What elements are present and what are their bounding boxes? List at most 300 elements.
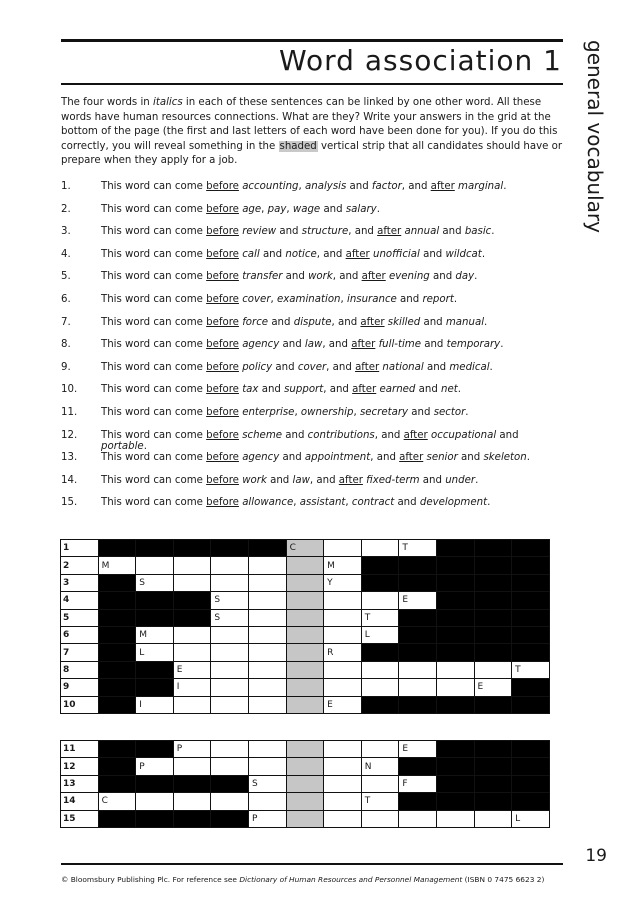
clue-word: work (308, 271, 333, 283)
grid-cell-blocked (512, 775, 550, 792)
clue-word: agency (242, 452, 280, 464)
grid-cell-blocked (173, 540, 211, 557)
grid-cell[interactable]: R (324, 644, 362, 661)
clue-word: tax (242, 384, 259, 396)
clue-word: scheme (242, 429, 283, 441)
clue-word: force (242, 316, 269, 328)
clue-word: wage (292, 203, 321, 215)
grid-cell[interactable] (211, 793, 249, 810)
clue-number: 2. (61, 203, 71, 215)
grid-cell[interactable]: Y (324, 574, 362, 591)
clue-prefix: This word can come (101, 384, 207, 396)
grid-cell-blocked (98, 741, 136, 758)
grid-cell[interactable]: L (136, 644, 174, 661)
grid-cell[interactable] (399, 661, 437, 678)
clue-text: This word can come before age, pay, wage and salary. (101, 203, 380, 215)
grid-cell-blocked (474, 775, 512, 792)
clue-text: This word can come before tax and support, and after earned and net. (101, 384, 462, 396)
grid-cell[interactable] (324, 626, 362, 643)
grid-cell-blocked (399, 609, 437, 626)
side-tab (575, 40, 635, 233)
grid-cell[interactable] (173, 758, 211, 775)
clue-word: assistant (299, 497, 346, 509)
grid-cell[interactable] (173, 626, 211, 643)
grid-cell[interactable] (248, 644, 286, 661)
grid-cell[interactable] (361, 741, 399, 758)
grid-cell[interactable] (211, 679, 249, 696)
grid-cell-blocked (98, 775, 136, 792)
clue-before-word: before (206, 429, 239, 441)
clue-item (61, 181, 563, 204)
grid-cell[interactable]: E (474, 679, 512, 696)
clue-word: secretary (359, 406, 409, 418)
grid-cell[interactable] (324, 592, 362, 609)
grid-cell-blocked (211, 540, 249, 557)
clue-prefix: This word can come (101, 316, 207, 328)
grid-cell[interactable] (436, 679, 474, 696)
footer-prefix: © Bloomsbury Publishing Plc. For reference see (61, 875, 240, 884)
clue-text: This word can come before call and notice, and after unofficial and wildcat. (101, 248, 486, 260)
intro-shaded: shaded (279, 140, 317, 152)
grid-cell[interactable]: M (136, 626, 174, 643)
grid-cell-blocked (474, 557, 512, 574)
grid-cell[interactable] (324, 810, 362, 827)
title-rule (61, 83, 563, 85)
clue-after-word: after (430, 181, 455, 192)
grid-cell[interactable]: E (399, 592, 437, 609)
grid-cell[interactable] (248, 679, 286, 696)
grid-cell[interactable]: F (399, 775, 437, 792)
clue-before-word: before (206, 293, 239, 305)
clue-after-word: after (377, 226, 402, 238)
grid-cell[interactable]: E (399, 741, 437, 758)
grid-cell-blocked (474, 644, 512, 661)
clue-prefix: This word can come (101, 226, 207, 238)
grid-cell[interactable]: T (399, 540, 437, 557)
clue-word: accounting (242, 181, 299, 192)
clue-number: 5. (61, 271, 71, 283)
grid-cell[interactable] (248, 626, 286, 643)
clue-text: This word can come before force and dispute, and after skilled and manual. (101, 316, 488, 328)
intro-text-1: The four words in (61, 97, 154, 108)
grid-cell-blocked (399, 696, 437, 713)
grid-cell[interactable] (173, 644, 211, 661)
clue-text: This word can come before transfer and work, and after evening and day. (101, 271, 478, 283)
clue-number: 10. (61, 384, 78, 396)
top-rule (61, 39, 563, 42)
clue-word: cover (297, 361, 327, 373)
grid-cell[interactable] (324, 775, 362, 792)
clue-word: dispute (293, 316, 332, 328)
grid-row (61, 758, 550, 775)
clue-word: call (242, 248, 260, 260)
clue-word: national (382, 361, 424, 373)
grid-cell[interactable] (211, 758, 249, 775)
clue-word: unofficial (373, 248, 420, 260)
footer-book-title: Dictionary of Human Resources and Personnel Management (239, 875, 463, 884)
grid-cell[interactable]: P (173, 741, 211, 758)
crossword-grid-top (60, 539, 550, 714)
clue-item (61, 362, 563, 385)
clue-item (61, 452, 563, 475)
clue-item (61, 339, 563, 362)
clue-prefix: This word can come (101, 452, 207, 464)
grid-cell[interactable]: P (136, 758, 174, 775)
grid-row (61, 793, 550, 810)
clue-prefix: This word can come (101, 406, 207, 418)
grid-cell[interactable] (248, 793, 286, 810)
clue-word: insurance (347, 293, 397, 305)
clue-prefix: This word can come (101, 181, 207, 192)
grid-cell[interactable] (136, 557, 174, 574)
clue-word: analysis (305, 181, 347, 192)
clue-after-word: after (399, 452, 424, 464)
clue-after-word: after (403, 429, 428, 441)
clue-word: contract (351, 497, 395, 509)
grid-cell-shaded[interactable] (286, 793, 324, 810)
grid-cell[interactable] (248, 609, 286, 626)
grid-cell-blocked (436, 609, 474, 626)
grid-cell-blocked (512, 679, 550, 696)
page-number: 19 (585, 846, 607, 866)
grid-cell-shaded[interactable] (286, 609, 324, 626)
grid-cell[interactable] (136, 793, 174, 810)
grid-cell[interactable]: P (248, 810, 286, 827)
grid-cell[interactable]: S (211, 609, 249, 626)
clue-word: senior (426, 452, 458, 464)
grid-cell-blocked (474, 741, 512, 758)
grid-row (61, 741, 550, 758)
grid-cell[interactable] (474, 661, 512, 678)
grid-cell[interactable] (361, 775, 399, 792)
grid-cell[interactable] (324, 540, 362, 557)
grid-cell-shaded[interactable] (286, 644, 324, 661)
grid-cell-blocked (98, 758, 136, 775)
grid-cell[interactable]: M (324, 557, 362, 574)
grid-row-number: 4 (61, 592, 99, 609)
clue-item (61, 271, 563, 294)
grid-cell[interactable] (248, 557, 286, 574)
clue-before-word: before (206, 248, 239, 260)
grid-cell[interactable] (324, 758, 362, 775)
grid-cell[interactable] (436, 810, 474, 827)
grid-cell[interactable]: L (361, 626, 399, 643)
grid-cell-blocked (436, 741, 474, 758)
clue-item (61, 317, 563, 340)
grid-cell-blocked (98, 679, 136, 696)
grid-cell[interactable] (361, 592, 399, 609)
clue-before-word: before (206, 181, 239, 192)
clue-word: factor (371, 181, 402, 192)
grid-cell[interactable] (211, 644, 249, 661)
grid-cell-blocked (474, 696, 512, 713)
page-title: Word association 1 (278, 44, 562, 77)
grid-cell[interactable] (399, 810, 437, 827)
grid-cell[interactable] (211, 626, 249, 643)
clue-word: review (242, 226, 277, 238)
clue-item (61, 497, 563, 520)
grid-cell[interactable] (248, 741, 286, 758)
grid-cell[interactable] (399, 679, 437, 696)
clue-number: 11. (61, 406, 78, 418)
clue-word: evening (388, 271, 430, 283)
grid-cell-blocked (98, 696, 136, 713)
grid-cell-blocked (512, 557, 550, 574)
grid-cell[interactable] (474, 810, 512, 827)
grid-row-number: 5 (61, 609, 99, 626)
clue-word: enterprise (242, 406, 295, 418)
clue-prefix: This word can come (101, 271, 207, 283)
grid-row-number: 10 (61, 696, 99, 713)
grid-cell[interactable]: E (324, 696, 362, 713)
clue-word: contributions (307, 429, 375, 441)
grid-row-number: 12 (61, 758, 99, 775)
grid-cell-blocked (512, 758, 550, 775)
footer-suffix: (ISBN 0 7475 6623 2) (462, 875, 545, 884)
grid-cell[interactable]: N (361, 758, 399, 775)
clue-word: pay (267, 203, 287, 215)
clue-number: 13. (61, 452, 78, 464)
grid-cell-blocked (136, 679, 174, 696)
clue-word: day (455, 271, 475, 283)
clue-text: This word can come before allowance, assistant, contract and development. (101, 497, 491, 509)
grid-cell-blocked (136, 661, 174, 678)
grid-cell-blocked (512, 793, 550, 810)
clue-word: occupational (430, 429, 497, 441)
grid-cell-blocked (474, 626, 512, 643)
grid-cell[interactable] (361, 679, 399, 696)
clue-number: 15. (61, 497, 78, 509)
clue-word: agency (242, 339, 280, 351)
grid-cell-blocked (136, 592, 174, 609)
bottom-rule (61, 863, 563, 865)
grid-cell-blocked (474, 574, 512, 591)
clue-word: law (304, 339, 323, 351)
grid-cell-blocked (98, 810, 136, 827)
grid-cell-blocked (512, 696, 550, 713)
grid-row (61, 679, 550, 696)
grid-cell-blocked (248, 540, 286, 557)
grid-cell-blocked (436, 758, 474, 775)
grid-cell-blocked (173, 775, 211, 792)
grid-cell[interactable] (173, 557, 211, 574)
clue-prefix: This word can come (101, 497, 207, 509)
intro-italics: italics (153, 97, 183, 108)
clue-prefix: This word can come (101, 429, 207, 441)
grid-cell[interactable]: M (98, 557, 136, 574)
clue-list (61, 181, 563, 520)
grid-cell-blocked (512, 644, 550, 661)
grid-cell[interactable] (248, 696, 286, 713)
clue-word: cover (242, 293, 271, 305)
clue-number: 8. (61, 339, 71, 351)
grid-row (61, 644, 550, 661)
clue-prefix: This word can come (101, 474, 207, 486)
grid-cell[interactable]: S (136, 574, 174, 591)
grid-cell-shaded[interactable]: C (286, 540, 324, 557)
grid-cell[interactable] (324, 609, 362, 626)
grid-cell[interactable] (211, 574, 249, 591)
grid-cell-shaded[interactable] (286, 679, 324, 696)
grid-cell-blocked (98, 661, 136, 678)
grid-cell-blocked (98, 540, 136, 557)
clue-word: temporary (446, 339, 501, 351)
grid-cell[interactable]: C (98, 793, 136, 810)
grid-cell[interactable] (211, 557, 249, 574)
grid-cell[interactable] (211, 696, 249, 713)
clue-word: law (292, 474, 310, 486)
grid-cell[interactable] (436, 661, 474, 678)
grid-cell[interactable] (248, 661, 286, 678)
clue-text: This word can come before agency and law, and after full-time and temporary. (101, 339, 504, 351)
clue-item (61, 226, 563, 249)
grid-cell[interactable]: E (173, 661, 211, 678)
clue-item (61, 384, 563, 407)
grid-cell[interactable]: S (211, 592, 249, 609)
grid-cell[interactable] (324, 661, 362, 678)
clue-word: policy (242, 361, 273, 373)
copyright-footer (61, 875, 544, 884)
grid-row-number: 7 (61, 644, 99, 661)
grid-cell-shaded[interactable] (286, 741, 324, 758)
grid-cell[interactable] (173, 696, 211, 713)
grid-cell-blocked (436, 592, 474, 609)
grid-cell-shaded[interactable] (286, 661, 324, 678)
clue-word: examination (277, 293, 341, 305)
clue-word: appointment (304, 452, 371, 464)
grid-cell-blocked (512, 540, 550, 557)
grid-cell-shaded[interactable] (286, 758, 324, 775)
grid-cell[interactable] (173, 793, 211, 810)
grid-cell[interactable] (361, 540, 399, 557)
clue-prefix: This word can come (101, 203, 207, 215)
grid-cell-blocked (474, 609, 512, 626)
clue-word: ownership (300, 406, 354, 418)
clue-before-word: before (206, 339, 239, 351)
clue-after-word: after (355, 361, 380, 373)
clue-before-word: before (206, 384, 239, 396)
grid-cell-blocked (98, 574, 136, 591)
grid-cell[interactable] (211, 741, 249, 758)
grid-cell-shaded[interactable] (286, 810, 324, 827)
grid-cell[interactable]: T (361, 609, 399, 626)
grid-cell-shaded[interactable] (286, 775, 324, 792)
grid-cell[interactable] (361, 661, 399, 678)
clue-word: under (445, 474, 476, 486)
clue-item (61, 475, 563, 498)
grid-cell[interactable]: L (512, 810, 550, 827)
clue-number: 4. (61, 248, 71, 260)
grid-cell-blocked (98, 644, 136, 661)
grid-cell-blocked (211, 810, 249, 827)
grid-cell[interactable]: I (173, 679, 211, 696)
clue-number: 6. (61, 293, 71, 305)
grid-cell-shaded[interactable] (286, 557, 324, 574)
grid-row (61, 609, 550, 626)
grid-cell[interactable] (248, 758, 286, 775)
grid-cell[interactable] (324, 741, 362, 758)
clue-word: development (419, 497, 488, 509)
grid-cell-blocked (361, 644, 399, 661)
grid-cell[interactable] (248, 592, 286, 609)
clue-word: earned (379, 384, 416, 396)
intro-text-3: vertical strip that all candidates should have or prepare when they apply for a job. (61, 140, 563, 166)
grid-cell-shaded[interactable] (286, 696, 324, 713)
grid-cell-blocked (136, 775, 174, 792)
grid-cell[interactable] (173, 574, 211, 591)
clue-word: salary (345, 203, 377, 215)
clue-word: skeleton (483, 452, 527, 464)
clue-after-word: after (351, 339, 376, 351)
instructions (61, 96, 563, 169)
clue-word: manual (445, 316, 485, 328)
grid-cell-blocked (399, 574, 437, 591)
grid-cell-blocked (436, 540, 474, 557)
grid-cell-shaded[interactable] (286, 574, 324, 591)
grid-cell[interactable] (324, 679, 362, 696)
clue-word: full-time (378, 339, 421, 351)
grid-cell[interactable] (324, 793, 362, 810)
clue-before-word: before (206, 271, 239, 283)
clue-before-word: before (206, 452, 239, 464)
grid-cell-blocked (436, 644, 474, 661)
grid-row (61, 540, 550, 557)
grid-row (61, 696, 550, 713)
clue-number: 3. (61, 226, 71, 238)
clue-item (61, 249, 563, 272)
clue-word: report (422, 293, 454, 305)
clue-word: structure (301, 226, 349, 238)
grid-cell[interactable] (211, 661, 249, 678)
grid-cell[interactable]: T (512, 661, 550, 678)
grid-row-number: 2 (61, 557, 99, 574)
clue-before-word: before (206, 316, 239, 328)
grid-cell[interactable]: S (248, 775, 286, 792)
clue-number: 14. (61, 474, 78, 486)
grid-row-number: 1 (61, 540, 99, 557)
grid-cell-blocked (436, 574, 474, 591)
clue-word: marginal (458, 181, 504, 192)
grid-cell-blocked (361, 574, 399, 591)
grid-row-number: 9 (61, 679, 99, 696)
grid-row-number: 14 (61, 793, 99, 810)
grid-cell[interactable]: I (136, 696, 174, 713)
clue-number: 9. (61, 361, 71, 373)
clue-text: This word can come before enterprise, ownership, secretary and sector. (101, 406, 469, 418)
grid-cell-blocked (173, 592, 211, 609)
grid-cell-blocked (173, 810, 211, 827)
clue-item (61, 204, 563, 227)
clue-word: portable (101, 440, 144, 452)
clue-word: basic (464, 226, 492, 238)
grid-row-number: 8 (61, 661, 99, 678)
grid-cell-blocked (98, 609, 136, 626)
grid-cell[interactable]: T (361, 793, 399, 810)
grid-cell-blocked (512, 592, 550, 609)
grid-cell-blocked (136, 741, 174, 758)
grid-cell-blocked (512, 574, 550, 591)
grid-row-number: 6 (61, 626, 99, 643)
grid-cell-shaded[interactable] (286, 626, 324, 643)
clue-number: 1. (61, 181, 71, 192)
grid-row (61, 592, 550, 609)
grid-cell[interactable] (248, 574, 286, 591)
grid-cell[interactable] (361, 810, 399, 827)
grid-cell-shaded[interactable] (286, 592, 324, 609)
clue-word: sector (433, 406, 466, 418)
side-label: general vocabulary (583, 40, 607, 233)
grid-cell-blocked (436, 626, 474, 643)
